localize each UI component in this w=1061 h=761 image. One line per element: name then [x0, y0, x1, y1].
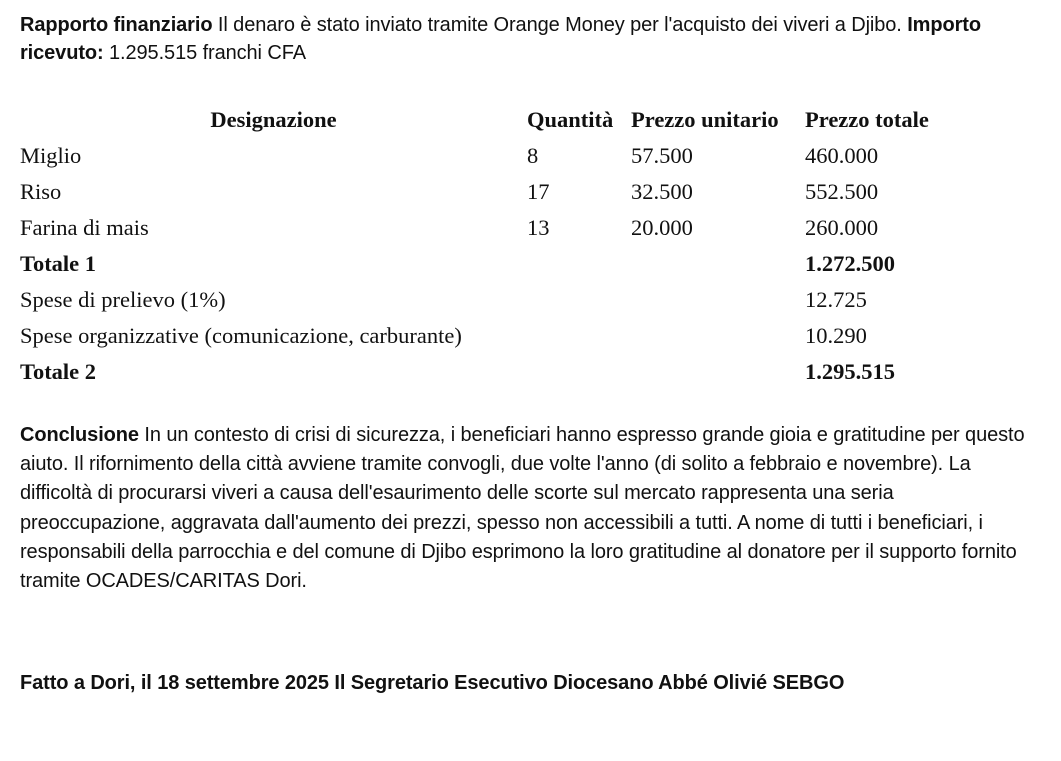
- empty-cell: [631, 246, 805, 282]
- item-quantity: 8: [527, 143, 539, 168]
- empty-cell: [527, 246, 631, 282]
- item-designation: Miglio: [20, 143, 82, 168]
- amount-received-label: Importo ricevuto:: [20, 14, 981, 64]
- table-header-row: [20, 102, 1020, 138]
- total2-label: Totale 2: [20, 359, 97, 384]
- conclusion-text: In un contesto di crisi di sicurezza, i beneficiari hanno espresso grande gioia e gratitudine per questo aiuto. Il rifornimento della città avviene tramite convogli, due volte l'anno (di solito a febbraio e novembre). La difficoltà di procurarsi viveri a causa dell'esaurimento delle scorte sul mercato rappresenta una seria preoccupazione, aggravata dall'aumento dei prezzi, spesso non accessibili a tutti. A nome di tutti i beneficiari, i responsabili della parrocchia e del comune di Djibo esprimono la loro gratitudine al donatore per il supporto fornito tramite OCADES/CARITAS Dori.: [20, 424, 1025, 593]
- empty-cell: [631, 282, 805, 318]
- conclusion-paragraph: [20, 421, 1040, 596]
- empty-cell: [527, 354, 631, 390]
- total1-row: [20, 246, 1020, 282]
- item-unit-price: 57.500: [631, 143, 693, 168]
- item-total-price: 460.000: [805, 143, 879, 168]
- table-row: [20, 138, 1020, 174]
- item-quantity: 13: [527, 215, 550, 240]
- total1-value: 1.272.500: [805, 251, 895, 276]
- total2-row: [20, 354, 1020, 390]
- item-designation: Riso: [20, 179, 62, 204]
- withdrawal-fee-value: 12.725: [805, 287, 867, 312]
- total2-value: 1.295.515: [805, 359, 895, 384]
- empty-cell: [527, 282, 631, 318]
- financial-report-text: Il denaro è stato inviato tramite Orange Money per l'acquisto dei viveri a Djibo.: [212, 14, 908, 36]
- withdrawal-fee-label: Spese di prelievo (1%): [20, 287, 226, 312]
- organizational-fee-label: Spese organizzative (comunicazione, carburante): [20, 323, 462, 348]
- header-quantity: Quantità: [527, 107, 614, 132]
- empty-cell: [631, 354, 805, 390]
- signature-line: Fatto a Dori, il 18 settembre 2025 Il Segretario Esecutivo Diocesano Abbé Olivié SEBGO: [20, 672, 845, 694]
- organizational-fee-row: [20, 318, 1020, 354]
- amount-received-value: 1.295.515 franchi CFA: [103, 42, 306, 64]
- conclusion-label: Conclusione: [20, 424, 139, 446]
- financial-table: [20, 102, 1020, 390]
- organizational-fee-value: 10.290: [805, 323, 867, 348]
- financial-report-label: Rapporto finanziario: [20, 14, 213, 36]
- item-total-price: 260.000: [805, 215, 879, 240]
- table-row: [20, 210, 1020, 246]
- item-unit-price: 32.500: [631, 179, 693, 204]
- table-row: [20, 174, 1020, 210]
- item-quantity: 17: [527, 179, 550, 204]
- item-unit-price: 20.000: [631, 215, 693, 240]
- header-designation: Designazione: [210, 107, 337, 132]
- withdrawal-fee-row: [20, 282, 1020, 318]
- header-unit-price: Prezzo unitario: [631, 107, 779, 132]
- total1-label: Totale 1: [20, 251, 97, 276]
- financial-report-intro: [20, 11, 1030, 67]
- header-total-price: Prezzo totale: [805, 107, 929, 132]
- item-total-price: 552.500: [805, 179, 879, 204]
- item-designation: Farina di mais: [20, 215, 149, 240]
